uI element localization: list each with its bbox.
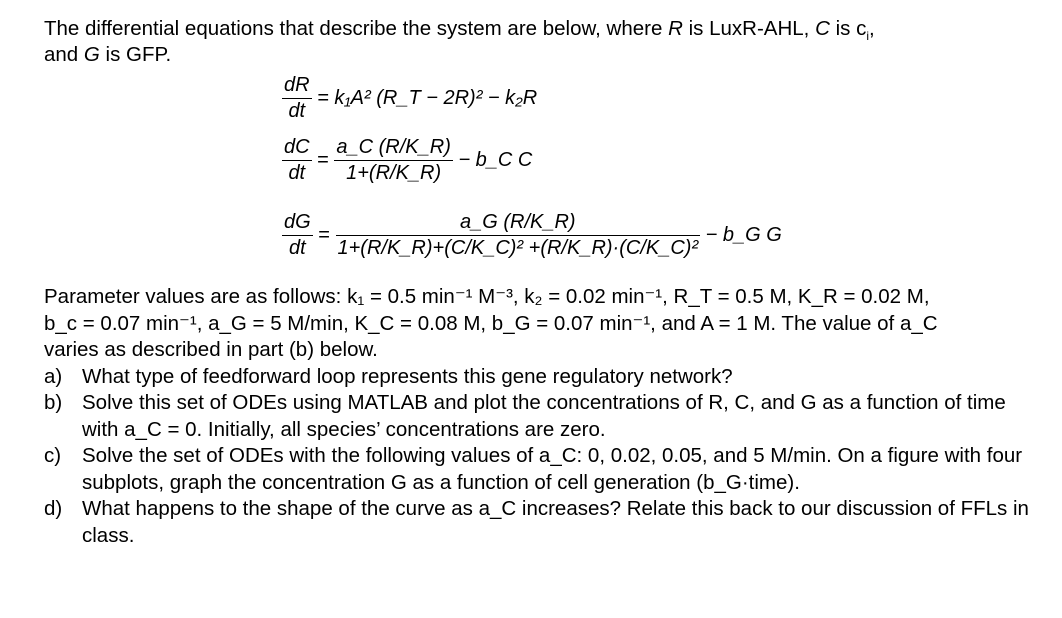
question-c: [44, 443, 1034, 496]
params-line-2: b_c = 0.07 min⁻¹, a_G = 5 M/min, K_C = 0.08 M, b_G = 0.07 min⁻¹, and A = 1 M. The value of a_C: [44, 311, 938, 335]
question-label: a): [44, 364, 63, 388]
eq2-lhs-den: dt: [288, 162, 306, 184]
equation-dg-dt: [282, 211, 782, 260]
eq2-rhs-den: 1+(R/K_R): [346, 162, 442, 184]
eq3-rhs-fraction: [336, 211, 701, 260]
question-text: What type of feedforward loop represents this gene regulatory network?: [82, 364, 733, 388]
eq2-equals: =: [317, 149, 329, 171]
intro-text-2: is LuxR-AHL,: [682, 17, 816, 40]
question-label: c): [44, 444, 62, 467]
eq3-lhs-num: dG: [282, 211, 313, 236]
eq3-tail: − b_G G: [705, 224, 782, 246]
intro-text-3: is c: [829, 17, 867, 40]
intro-text-5: and: [44, 43, 84, 66]
eq1-lhs-num: dR: [282, 74, 312, 99]
var-r: R: [668, 17, 683, 40]
question-b: [44, 390, 1034, 443]
params-line-1: Parameter values are as follows: k₁ = 0.5 min⁻¹ M⁻³, k₂ = 0.02 min⁻¹, R_T = 0.5 M, K_R = 0.02 M,: [44, 285, 930, 308]
eq2-rhs-num: a_C (R/K_R): [334, 136, 452, 161]
question-a: [44, 364, 1034, 391]
intro-text-1: The differential equations that describe the system are below, where: [44, 17, 669, 40]
question-label: b): [44, 391, 63, 414]
document-page: [44, 16, 1034, 547]
intro-sub-i: i: [866, 29, 869, 44]
var-g: G: [83, 43, 100, 66]
question-text: Solve the set of ODEs with the following values of a_C: 0, 0.02, 0.05, and 5 M/min. On a figure with four subplots, graph the concentration G as a function of cell generation (b_G·time).: [82, 444, 1023, 494]
params-line-3: varies as described in part (b) below.: [44, 338, 378, 361]
eq3-lhs-fraction: [282, 211, 313, 260]
eq3-lhs-den: dt: [289, 237, 306, 259]
question-label: d): [44, 497, 63, 520]
eq1-lhs-fraction: [282, 74, 312, 123]
intro-text-4: ,: [869, 17, 875, 40]
var-c: C: [815, 17, 830, 40]
parameters-and-questions: [44, 284, 1034, 549]
equation-dr-dt: [282, 74, 537, 123]
question-text: Solve this set of ODEs using MATLAB and plot the concentrations of R, C, and G as a function of time with a_C = 0. Initially, all species’ concentrations are zero.: [82, 391, 1006, 441]
eq1-lhs-den: dt: [288, 100, 306, 122]
eq3-equals: =: [318, 224, 330, 246]
eq2-tail: − b_C C: [458, 149, 533, 171]
intro-paragraph: [44, 16, 1034, 68]
eq3-rhs-num: a_G (R/K_R): [336, 211, 701, 236]
question-d: [44, 496, 1034, 549]
eq2-lhs-fraction: [282, 136, 312, 185]
eq3-rhs-den: 1+(R/K_R)+(C/K_C)² +(R/K_R)·(C/K_C)²: [337, 237, 699, 259]
eq1-rhs: = k₁A² (R_T − 2R)² − k₂R: [317, 87, 538, 109]
eq2-lhs-num: dC: [282, 136, 312, 161]
equation-dc-dt: [282, 136, 532, 185]
eq2-rhs-fraction: [334, 136, 452, 185]
intro-text-6: is GFP.: [99, 43, 172, 66]
question-text: What happens to the shape of the curve as a_C increases? Relate this back to our discussion of FFLs in class.: [82, 497, 1029, 547]
